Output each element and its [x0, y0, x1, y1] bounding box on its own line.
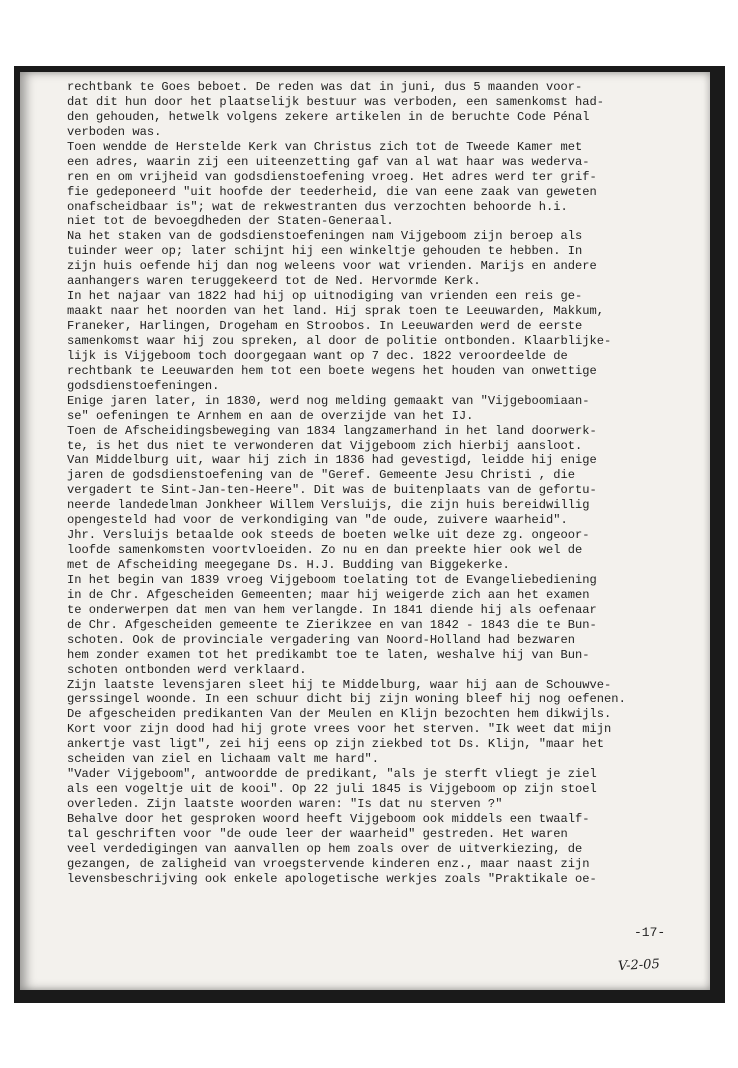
text-line: den gehouden, hetwelk volgens zekere artikelen in de beruchte Code Pénal — [67, 109, 590, 124]
page-number: -17- — [634, 925, 666, 940]
text-line: vergadert te Sint-Jan-ten-Heere". Dit was de buitenplaats van de gefortu- — [67, 483, 597, 498]
text-line: Behalve door het gesproken woord heeft Vijgeboom ook middels een twaalf- — [67, 811, 590, 826]
text-line: Na het staken van de godsdienstoefeningen nam Vijgeboom zijn beroep als — [67, 229, 583, 244]
archive-annotation: V-2-05 — [617, 956, 661, 975]
text-line: opengesteld had voor de verkondiging van "de oude, zuivere waarheid". — [67, 513, 568, 528]
text-line: Zijn laatste levensjaren sleet hij te Middelburg, waar hij aan de Schouwve- — [67, 677, 612, 692]
text-line: loofde samenkomsten voortvloeiden. Zo nu en dan preekte hier ook wel de — [67, 543, 583, 558]
text-line: Van Middelburg uit, waar hij zich in 1836 had gevestigd, leidde hij enige — [67, 453, 597, 468]
text-line: tal geschriften voor "de oude leer der waarheid" gestreden. Het waren — [67, 826, 568, 841]
text-line: samenkomst waar hij zou spreken, al door de politie ontbonden. Klaarblijke- — [67, 333, 612, 348]
text-line: Toen wendde de Herstelde Kerk van Christus zich tot de Tweede Kamer met — [67, 139, 583, 154]
text-line: dat dit hun door het plaatselijk bestuur was verboden, een samenkomst had- — [67, 94, 605, 109]
text-line: levensbeschrijving ook enkele apologetische werkjes zoals "Praktikale oe- — [67, 871, 597, 886]
text-line: hem zonder examen tot het predikambt toe te laten, weshalve hij van Bun- — [67, 647, 590, 662]
text-line: onafscheidbaar is"; wat de rekwestranten dus verzochten behoorde h.i. — [67, 199, 568, 214]
text-line: rechtbank te Leeuwarden hem tot een boete wegens het houden van onwettige — [67, 363, 597, 378]
text-line: niet tot de bevoegdheden der Staten-Generaal. — [67, 214, 394, 229]
text-line: fie gedeponeerd "uit hoofde der teederheid, die van eene zaak van geweten — [67, 184, 597, 199]
text-line: Franeker, Harlingen, Drogeham en Stroobos. In Leeuwarden werd de eerste — [67, 319, 583, 333]
text-line: lijk is Vijgeboom toch doorgegaan want op 7 dec. 1822 veroordeelde de — [67, 348, 568, 363]
text-line: neerde landedelman Jonkheer Willem Versluijs, die zijn huis bereidwillig — [67, 498, 590, 513]
text-line: godsdienstoefeningen. — [67, 378, 220, 393]
text-line: "Vader Vijgeboom", antwoordde de predikant, "als je sterft vliegt je ziel — [67, 767, 597, 782]
text-line: se" oefeningen te Arnhem en aan de overzijde van het IJ. — [67, 408, 474, 423]
text-line: zijn huis oefende hij dan nog weleens voor wat vrienden. Marijs en andere — [67, 259, 597, 274]
text-line: te, is het dus niet te verwonderen dat Vijgeboom zich hierbij aansloot. — [67, 438, 583, 453]
body-text — [67, 80, 707, 887]
text-line: een adres, waarin zij een uiteenzetting gaf van al wat haar was wederva- — [67, 154, 590, 169]
text-line: tuinder weer op; later schijnt hij een winkeltje gehouden te hebben. In — [67, 244, 583, 259]
text-line: in de Chr. Afgescheiden Gemeenten; maar hij weigerde zich aan het examen — [67, 587, 590, 602]
text-line: de Chr. Afgescheiden gemeente te Zierikzee en van 1842 - 1843 die te Bun- — [67, 617, 597, 632]
text-line: In het najaar van 1822 had hij op uitnodiging van vrienden een reis ge- — [67, 289, 583, 304]
text-line: maakt naar het noorden van het land. Hij sprak toen te Leeuwarden, Makkum, — [67, 304, 605, 319]
text-line: aanhangers waren teruggekeerd tot de Ned. Hervormde Kerk. — [67, 274, 481, 289]
text-line: rechtbank te Goes beboet. De reden was dat in juni, dus 5 maanden voor- — [67, 80, 583, 94]
text-line: gerssingel woonde. In een schuur dicht bij zijn woning bleef hij nog oefenen. — [67, 692, 626, 707]
text-line: ren en om vrijheid van godsdienstoefening vroeg. Het adres werd ter grif- — [67, 169, 597, 184]
text-line: als een vogeltje uit de kooi". Op 22 juli 1845 is Vijgeboom op zijn stoel — [67, 782, 597, 797]
text-line: schoten. Ook de provinciale vergadering van Noord-Holland had bezwaren — [67, 632, 576, 647]
text-line: In het begin van 1839 vroeg Vijgeboom toelating tot de Evangeliebediening — [67, 572, 597, 587]
text-line: Jhr. Versluijs betaalde ook steeds de boeten welke uit deze zg. ongeoor- — [67, 528, 590, 543]
text-line: te onderwerpen dat men van hem verlangde. In 1841 diende hij als oefenaar — [67, 602, 597, 617]
text-line: Enige jaren later, in 1830, werd nog melding gemaakt van "Vijgeboomiaan- — [67, 393, 590, 408]
text-line: gezangen, de zaligheid van vroegstervende kinderen enz., maar naast zijn — [67, 856, 590, 871]
text-line: schoten ontbonden werd verklaard. — [67, 662, 307, 677]
text-line: overleden. Zijn laatste woorden waren: "Is dat nu sterven ?" — [67, 797, 503, 811]
text-line: Toen de Afscheidingsbeweging van 1834 langzamerhand in het land doorwerk- — [67, 423, 597, 438]
text-line: met de Afscheiding meegegane Ds. H.J. Budding van Biggekerke. — [67, 558, 510, 572]
text-line: verboden was. — [67, 124, 162, 139]
text-line: Kort voor zijn dood had hij grote vrees voor het sterven. "Ik weet dat mijn — [67, 722, 612, 737]
text-line: ankertje vast ligt", zei hij eens op zijn ziekbed tot Ds. Klijn, "maar het — [67, 737, 605, 752]
text-line: De afgescheiden predikanten Van der Meulen en Klijn bezochten hem dikwijls. — [67, 707, 612, 722]
text-line: veel verdedigingen van aanvallen op hem zoals over de uitverkiezing, de — [67, 841, 583, 856]
text-line: jaren de godsdienstoefening van de "Geref. Gemeente Jesu Christi , die — [67, 468, 576, 483]
text-line: scheiden van ziel en lichaam valt me hard". — [67, 752, 380, 767]
